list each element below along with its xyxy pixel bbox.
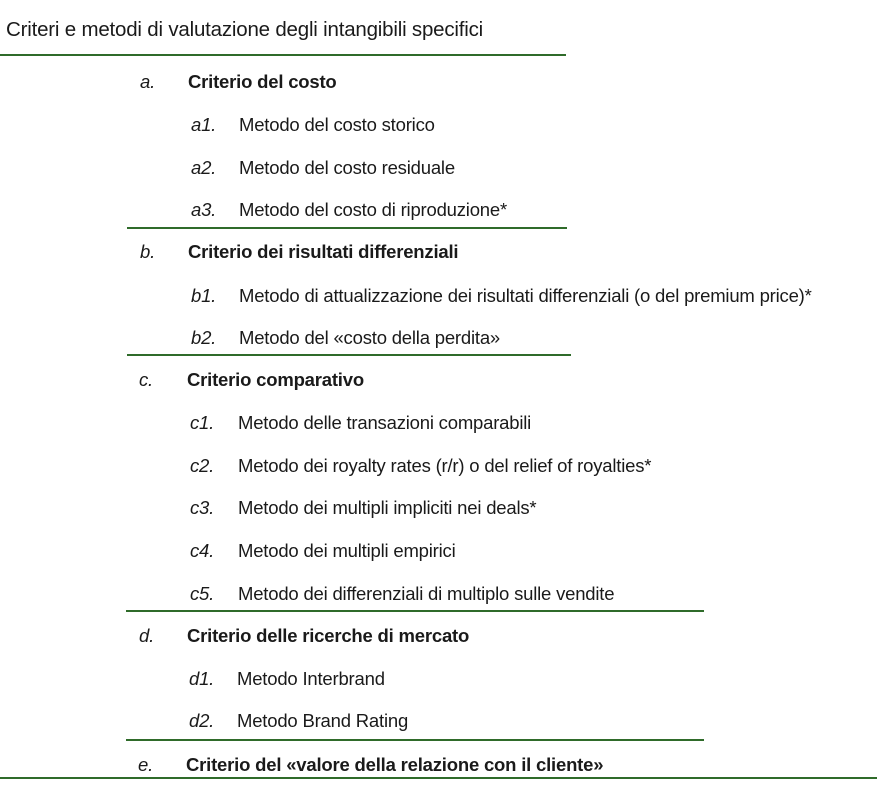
criterion-letter: e. [138, 754, 154, 775]
method-label: Metodo Interbrand [237, 668, 385, 689]
method-code: c1. [190, 412, 215, 433]
criterion-letter: d. [139, 625, 155, 646]
bottom-divider [0, 777, 877, 779]
title-divider [0, 54, 566, 56]
group-divider [127, 227, 567, 229]
criterion-letter: c. [139, 369, 153, 390]
method-label: Metodo dei royalty rates (r/r) o del relief of royalties* [238, 455, 652, 476]
method-code: c3. [190, 497, 215, 518]
method-label: Metodo dei multipli empirici [238, 540, 456, 561]
criterion-label: Criterio delle ricerche di mercato [187, 625, 470, 646]
method-label: Metodo delle transazioni comparabili [238, 412, 532, 433]
criterion-letter: a. [140, 71, 156, 92]
group-divider [126, 610, 704, 612]
method-label: Metodo del costo storico [239, 114, 435, 135]
method-code: d2. [189, 710, 215, 731]
group-divider [126, 739, 704, 741]
method-label: Metodo dei multipli impliciti nei deals* [238, 497, 537, 518]
method-code: c5. [190, 583, 215, 604]
criterion-label: Criterio comparativo [187, 369, 364, 390]
criterion-label: Criterio del «valore della relazione con il cliente» [186, 754, 604, 775]
method-code: a2. [191, 157, 217, 178]
method-code: c2. [190, 455, 215, 476]
criterion-label: Criterio dei risultati differenziali [188, 241, 459, 262]
method-code: c4. [190, 540, 215, 561]
method-code: a1. [191, 114, 217, 135]
method-code: d1. [189, 668, 215, 689]
criterion-label: Criterio del costo [188, 71, 337, 92]
method-label: Metodo del «costo della perdita» [239, 327, 501, 348]
group-divider [127, 354, 571, 356]
method-code: a3. [191, 199, 217, 220]
criterion-letter: b. [140, 241, 156, 262]
method-label: Metodo Brand Rating [237, 710, 409, 731]
method-label: Metodo del costo di riproduzione* [239, 199, 507, 220]
method-code: b1. [191, 285, 217, 306]
page-title: Criteri e metodi di valutazione degli intangibili specifici [6, 18, 484, 41]
method-label: Metodo dei differenziali di multiplo sulle vendite [238, 583, 615, 604]
method-code: b2. [191, 327, 217, 348]
method-label: Metodo di attualizzazione dei risultati differenziali (o del premium price)* [239, 285, 812, 306]
method-label: Metodo del costo residuale [239, 157, 455, 178]
